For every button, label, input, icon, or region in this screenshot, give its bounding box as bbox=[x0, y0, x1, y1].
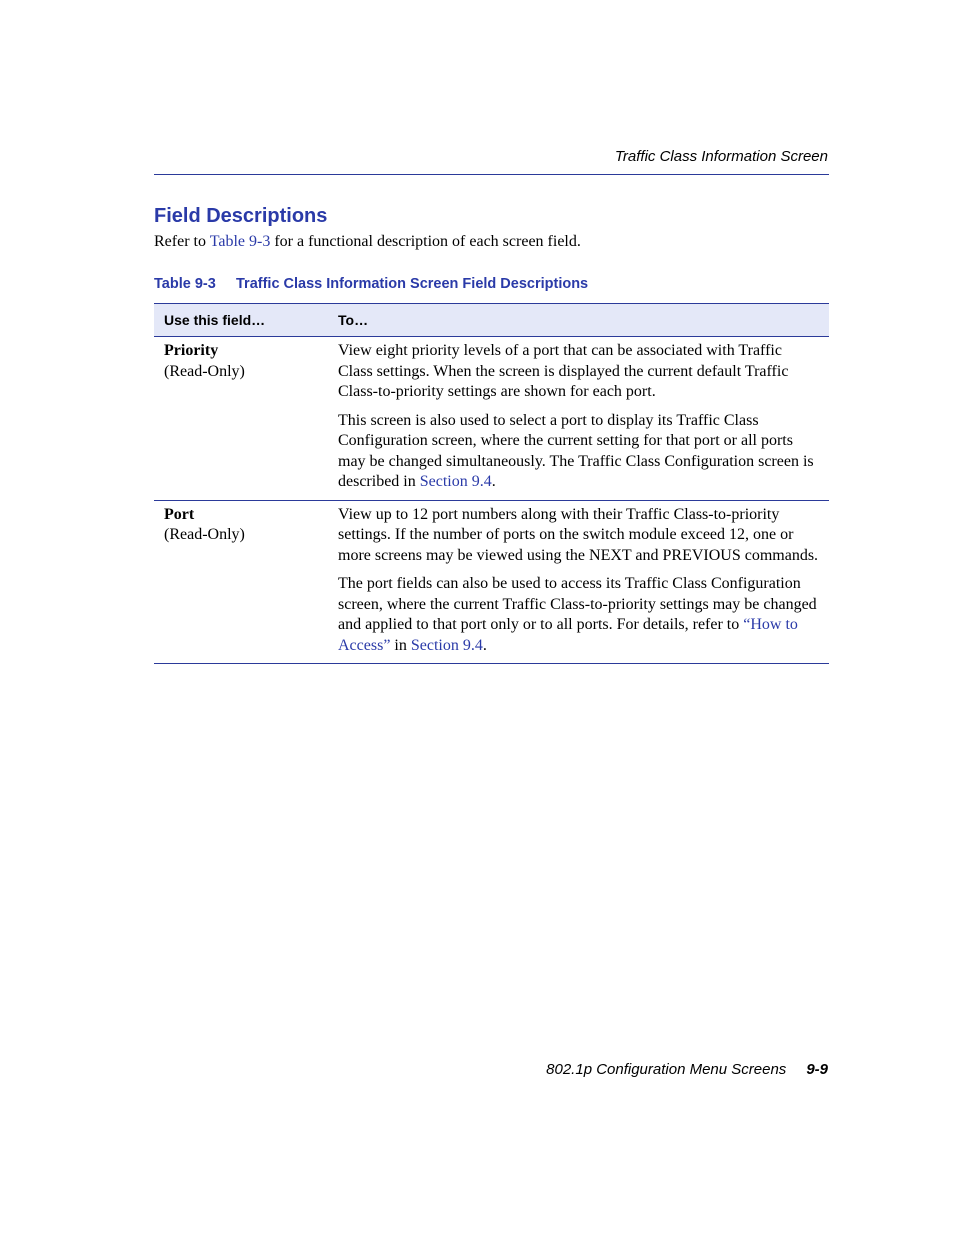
column-header-field: Use this field… bbox=[154, 304, 328, 337]
table-caption-number: Table 9-3 bbox=[154, 276, 216, 292]
footer-chapter-title: 802.1p Configuration Menu Screens bbox=[546, 1061, 787, 1078]
field-cell bbox=[154, 337, 328, 501]
footer-page-number: 9-9 bbox=[806, 1061, 828, 1078]
intro-text-after: for a functional description of each screen field. bbox=[270, 233, 581, 250]
description-text-end: . bbox=[482, 636, 487, 654]
intro-text-before: Refer to bbox=[154, 233, 210, 250]
section-link[interactable]: Section 9.4 bbox=[419, 473, 492, 490]
description-cell bbox=[328, 337, 829, 501]
section-heading: Field Descriptions bbox=[154, 205, 328, 227]
description-paragraph: View eight priority levels of a port that can be associated with Traffic Class settings. When the screen is displayed the current default Traffic Class-to-priority settings are shown for each port. bbox=[338, 342, 789, 400]
how-to-access-link[interactable]: “How to Access” bbox=[338, 616, 798, 654]
table-row-priority bbox=[154, 337, 829, 501]
field-access-note: (Read-Only) bbox=[164, 526, 245, 543]
field-access-note: (Read-Only) bbox=[164, 362, 245, 380]
running-footer bbox=[546, 1061, 828, 1079]
header-rule bbox=[154, 174, 829, 175]
description-text: This screen is also used to select a port to display its Traffic Class Configuration screen, where the current setting for that port or all ports may be changed simultaneously. The Traffic Class Configuration screen is described in bbox=[338, 411, 814, 490]
table-row-port bbox=[154, 500, 829, 664]
description-text: The port fields can also be used to access its Traffic Class Configuration screen, where the current Traffic Class-to-priority settings may be changed and applied to that port only or to all ports. For details, refer to bbox=[338, 575, 817, 633]
description-paragraph bbox=[338, 574, 819, 656]
field-descriptions-table bbox=[154, 303, 829, 664]
description-paragraph bbox=[338, 411, 819, 493]
description-cell bbox=[328, 500, 829, 664]
description-paragraph: View up to 12 port numbers along with their Traffic Class-to-priority settings. If the number of ports on the switch module exceed 12, one or more screens may be viewed using the NEXT and PREVIOUS commands. bbox=[338, 505, 819, 564]
table-header-row bbox=[154, 304, 829, 337]
field-name: Port bbox=[164, 505, 195, 523]
table-caption-title: Traffic Class Information Screen Field Descriptions bbox=[236, 276, 589, 292]
intro-paragraph bbox=[154, 232, 581, 252]
table-caption bbox=[154, 275, 588, 293]
field-cell bbox=[154, 500, 328, 664]
field-name: Priority bbox=[164, 342, 219, 359]
running-header: Traffic Class Information Screen bbox=[614, 148, 828, 165]
section-link[interactable]: Section 9.4 bbox=[410, 636, 483, 654]
description-text-end: . bbox=[491, 473, 496, 490]
description-text-mid: in bbox=[390, 636, 411, 654]
column-header-purpose: To… bbox=[328, 304, 829, 337]
table-reference-link[interactable]: Table 9-3 bbox=[209, 233, 271, 250]
